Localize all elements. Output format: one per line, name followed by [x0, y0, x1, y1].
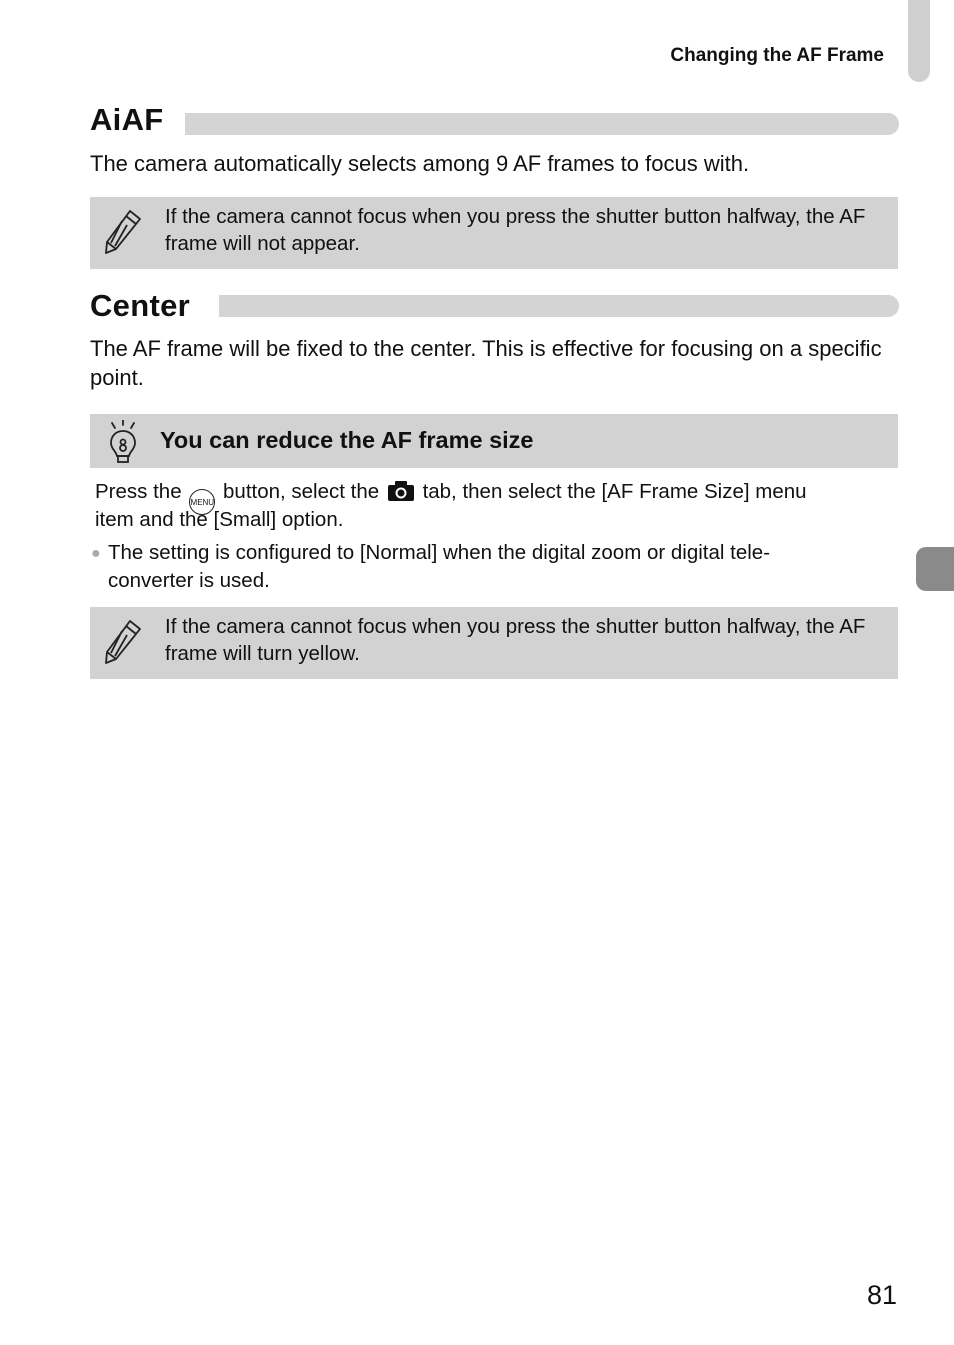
tip-header	[90, 414, 898, 468]
section-heading-center: Center	[90, 288, 190, 323]
page-number: 81	[866, 1280, 897, 1310]
tip-instruction-line-2: item and the [Small] option.	[95, 508, 344, 531]
tip-text: Press the	[95, 480, 182, 503]
note-text: If the camera cannot focus when you press the shutter button halfway, the AF frame will turn yellow.	[165, 615, 866, 665]
heading-bar	[219, 295, 899, 317]
menu-button-icon: MENU	[189, 489, 215, 515]
bullet-dot: ●	[91, 545, 101, 562]
center-description: The AF frame will be fixed to the center. This is effective for focusing on a specific point.	[90, 336, 882, 390]
pencil-note-icon	[102, 619, 142, 665]
lightbulb-tip-icon	[108, 420, 138, 464]
tip-text: tab, then select the [AF Frame Size] menu	[422, 480, 807, 503]
tip-title: You can reduce the AF frame size	[160, 427, 534, 453]
section-heading-aiaf: AiAF	[90, 102, 164, 137]
heading-bar	[185, 113, 899, 135]
chapter-tab-side	[916, 547, 954, 591]
aiaf-description: The camera automatically selects among 9 AF frames to focus with.	[90, 151, 750, 176]
chapter-tab-top	[908, 0, 930, 82]
tip-text: button, select the	[223, 480, 380, 503]
pencil-note-icon	[102, 209, 142, 255]
tip-bullet-text: The setting is configured to [Normal] when the digital zoom or digital tele-converter is used.	[108, 541, 771, 592]
camera-tab-icon	[387, 480, 415, 502]
note-box	[90, 197, 898, 269]
note-text: If the camera cannot focus when you press the shutter button halfway, the AF frame will not appear.	[165, 205, 866, 255]
note-box	[90, 607, 898, 679]
running-header: Changing the AF Frame	[670, 45, 884, 66]
